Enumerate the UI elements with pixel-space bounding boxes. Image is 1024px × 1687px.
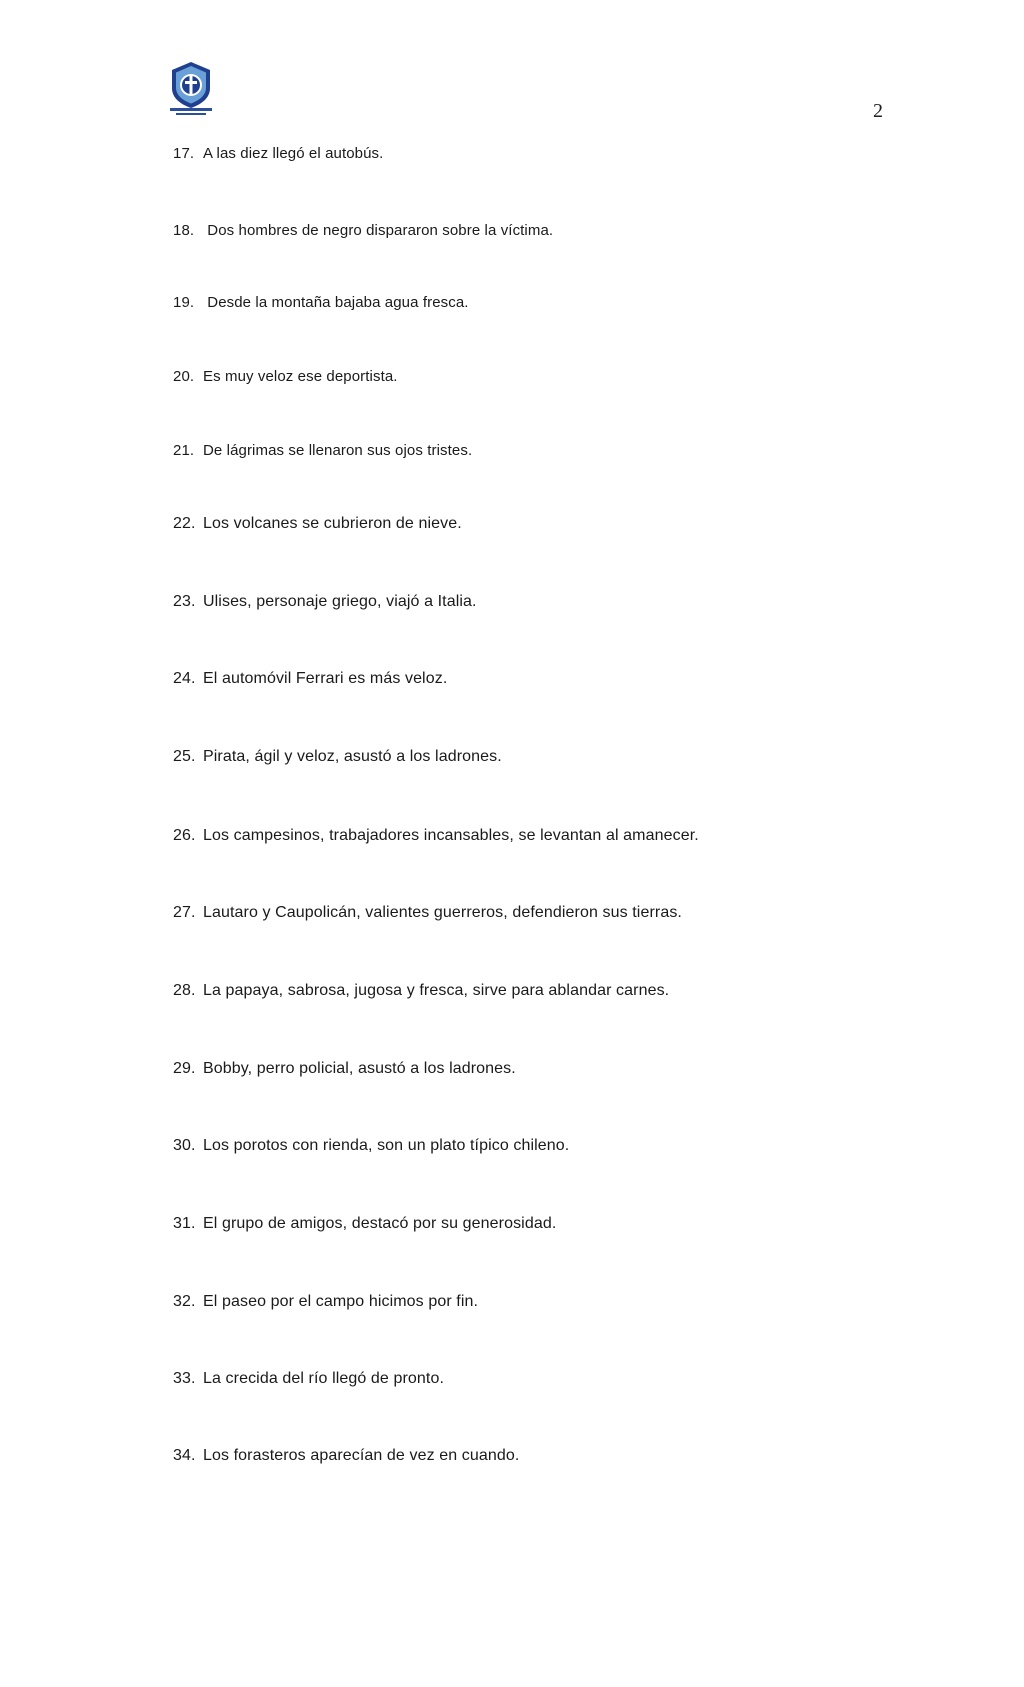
item-text: El automóvil Ferrari es más veloz. [203, 670, 448, 687]
item-number: 17. [173, 145, 195, 162]
item-number: 20. [173, 368, 195, 385]
list-item [173, 827, 699, 845]
list-item [173, 982, 669, 1000]
item-number: 24. [173, 670, 196, 687]
list-item [173, 904, 682, 922]
item-number: 28. [173, 982, 196, 999]
item-number: 33. [173, 1370, 196, 1387]
item-text: Es muy veloz ese deportista. [203, 368, 398, 385]
item-text: A las diez llegó el autobús. [203, 145, 384, 162]
item-text: Pirata, ágil y veloz, asustó a los ladrones. [203, 748, 502, 765]
list-item [173, 1447, 519, 1465]
item-number: 25. [173, 748, 196, 765]
list-item [173, 748, 502, 766]
list-item [173, 1060, 516, 1078]
list-item [173, 222, 553, 239]
item-number: 19. [173, 294, 195, 311]
list-item [173, 368, 398, 385]
item-number: 32. [173, 1293, 196, 1310]
list-item [173, 515, 462, 533]
item-text: La crecida del río llegó de pronto. [203, 1370, 444, 1387]
item-text: Los forasteros aparecían de vez en cuando. [203, 1447, 520, 1464]
list-item [173, 294, 469, 311]
item-number: 21. [173, 442, 195, 459]
item-text: De lágrimas se llenaron sus ojos tristes. [203, 442, 473, 459]
item-number: 22. [173, 515, 196, 532]
list-item [173, 145, 383, 162]
item-text: Bobby, perro policial, asustó a los ladrones. [203, 1060, 516, 1077]
item-number: 27. [173, 904, 196, 921]
item-text: Ulises, personaje griego, viajó a Italia. [203, 593, 477, 610]
school-crest-icon [166, 60, 216, 118]
item-number: 26. [173, 827, 196, 844]
list-item [173, 1370, 444, 1388]
item-text: El grupo de amigos, destacó por su generosidad. [203, 1215, 557, 1232]
item-number: 30. [173, 1137, 196, 1154]
item-text: Lautaro y Caupolicán, valientes guerreros, defendieron sus tierras. [203, 904, 682, 921]
list-item [173, 670, 447, 688]
list-item [173, 1215, 556, 1233]
list-item [173, 1293, 478, 1311]
item-text: Los porotos con rienda, son un plato típico chileno. [203, 1137, 570, 1154]
item-text: Dos hombres de negro dispararon sobre la víctima. [203, 222, 554, 239]
list-item [173, 593, 477, 611]
item-text: Desde la montaña bajaba agua fresca. [203, 294, 469, 311]
item-number: 29. [173, 1060, 196, 1077]
item-number: 23. [173, 593, 196, 610]
item-number: 18. [173, 222, 195, 239]
page-number: 2 [873, 100, 883, 122]
item-text: Los volcanes se cubrieron de nieve. [203, 515, 462, 532]
item-number: 31. [173, 1215, 196, 1232]
item-number: 34. [173, 1447, 196, 1464]
item-text: La papaya, sabrosa, jugosa y fresca, sirve para ablandar carnes. [203, 982, 670, 999]
item-text: El paseo por el campo hicimos por fin. [203, 1293, 479, 1310]
item-text: Los campesinos, trabajadores incansables, se levantan al amanecer. [203, 827, 699, 844]
list-item [173, 442, 472, 459]
list-item [173, 1137, 569, 1155]
